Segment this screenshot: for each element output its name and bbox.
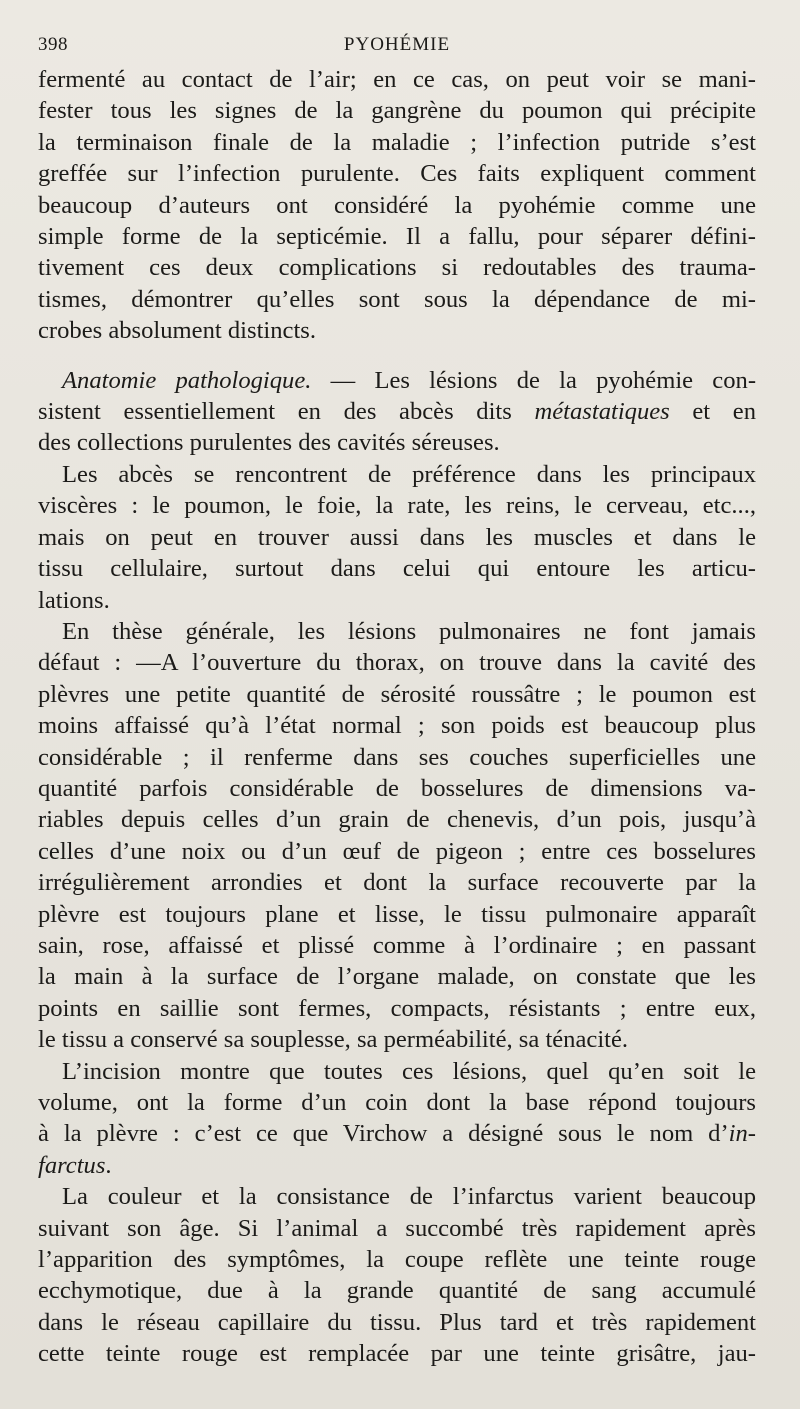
text-line: celles d’une noix ou d’un œuf de pigeon ; entre ces bosselures [38,837,756,865]
text-line: des collections purulentes des cavités séreuses. [38,429,500,457]
text-line: En thèse générale, les lésions pulmonaires ne font jamais [62,617,756,645]
text-line: la main à la surface de l’organe malade, on constate que les [38,963,756,991]
paragraph-infarctus [38,1181,756,1369]
text-line [38,1150,756,1181]
paragraph-lesions [38,616,756,1056]
running-head: PYOHÉMIE [343,34,451,55]
section-gap [38,347,756,365]
text-line: riables depuis celles d’un grain de chenevis, d’un pois, jusqu’à [38,806,756,834]
text-run: sistent essentiellement en des abcès dits [38,398,535,426]
text-line: mais on peut en trouver aussi dans les muscles et dans le [38,523,756,551]
italic-term: métastatiques [534,398,670,426]
text-line: fester tous les signes de la gangrène du poumon qui précipite [38,97,756,125]
text-line: plèvres une petite quantité de sérosité roussâtre ; le poumon est [38,680,756,708]
text-line: crobes absolument distincts. [38,317,317,345]
text-line: quantité parfois considérable de bosselures de dimensions va- [38,774,756,802]
page-number: 398 [38,34,68,55]
text-line: le tissu a conservé sa souplesse, sa perméabilité, sa ténacité. [38,1026,629,1054]
text-line: suivant son âge. Si l’animal a succombé très rapidement après [38,1214,756,1242]
text-line: beaucoup d’auteurs ont considéré la pyohémie comme une [38,191,756,219]
text-line: points en saillie sont fermes, compacts, résistants ; entre eux, [38,994,756,1022]
text-line: tivement ces deux complications si redoutables des trauma- [38,254,756,282]
text-line [38,1118,756,1149]
text-line: fermenté au contact de l’air; en ce cas, on peut voir se mani- [38,66,756,93]
text-line: simple forme de la septicémie. Il a fallu, pour séparer défini- [38,223,756,251]
section-heading: Anatomie pathologique. [62,366,312,394]
text-line: La couleur et la consistance de l’infarctus varient beaucoup [62,1183,756,1211]
text-line: sain, rose, affaissé et plissé comme à l’ordinaire ; en passant [38,931,756,959]
text-line: L’incision montre que toutes ces lésions, quel qu’en soit le [62,1057,756,1085]
text-line: greffée sur l’infection purulente. Ces faits expliquent comment [38,160,756,188]
text-line: la terminaison finale de la maladie ; l’infection putride s’est [38,128,756,156]
text-line: tismes, démontrer qu’elles sont sous la dépendance de mi- [38,285,756,313]
text-line: moins affaissé qu’à l’état normal ; son poids est beaucoup plus [38,712,756,740]
paragraph-anatomie [38,365,756,459]
paragraph-abces [38,459,756,616]
text-run: — Les lésions de la pyohémie con- [311,366,757,394]
page-header [38,28,756,64]
text-line: tissu cellulaire, surtout dans celui qui entoure les articu- [38,555,756,583]
text-line: lations. [38,586,110,614]
paragraph-intro [38,64,756,347]
italic-term: in- [728,1120,756,1148]
text-line: ecchymotique, due à la grande quantité de sang accumulé [38,1277,756,1305]
paragraph-incision [38,1056,756,1182]
text-line: dans le réseau capillaire du tissu. Plus tard et très rapidement [38,1308,756,1336]
text-line: irrégulièrement arrondies et dont la surface recouverte par la [38,869,756,897]
text-line: Les abcès se rencontrent de préférence dans les principaux [62,460,756,488]
text-line: défaut : —A l’ouverture du thorax, on trouve dans la cavité des [38,649,756,677]
text-line [38,396,756,427]
text-line: l’apparition des symptômes, la coupe reflète une teinte rouge [38,1246,756,1274]
text-run: . [105,1151,112,1179]
text-line: plèvre est toujours plane et lisse, le tissu pulmonaire apparaît [38,900,756,928]
text-line: considérable ; il renferme dans ses couches superficielles une [38,743,756,771]
text-run: à la plèvre : c’est ce que Virchow a désigné sous le nom d’ [38,1120,729,1148]
text-line [38,365,756,396]
italic-term: farctus [38,1151,106,1179]
text-run: et en [669,398,757,426]
body-text [38,64,756,1370]
text-line: cette teinte rouge est remplacée par une teinte grisâtre, jau- [38,1340,756,1368]
text-line: viscères : le poumon, le foie, la rate, les reins, le cerveau, etc..., [38,492,756,520]
text-line: volume, ont la forme d’un coin dont la base répond toujours [38,1089,756,1116]
